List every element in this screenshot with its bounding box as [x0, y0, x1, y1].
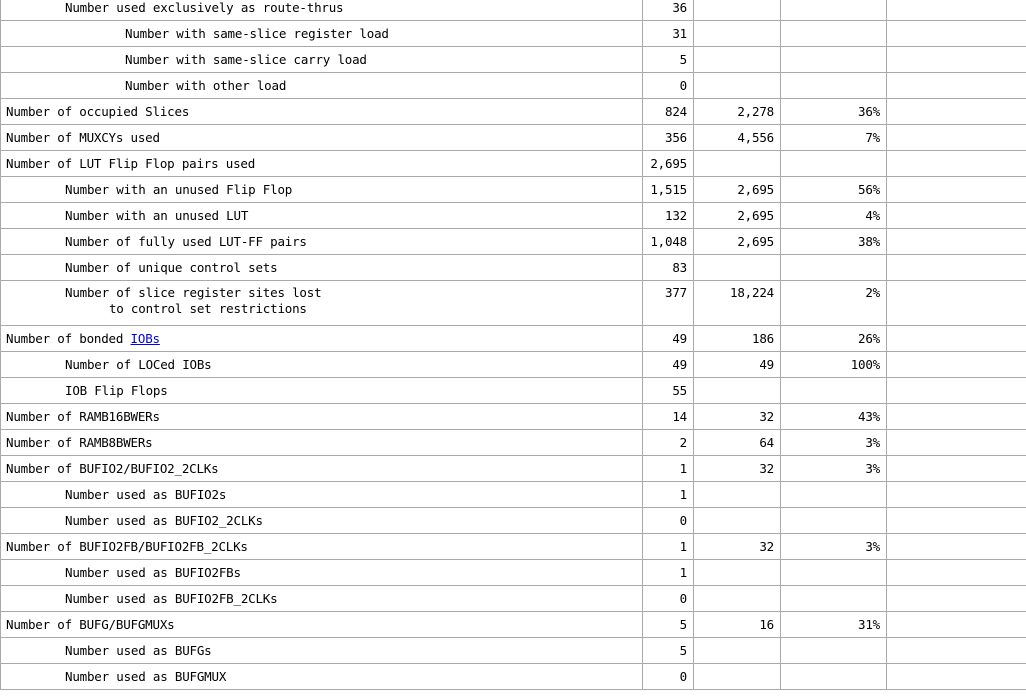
table-row	[1, 0, 1026, 21]
table-row	[1, 534, 1026, 560]
available-cell: 2,695	[694, 229, 781, 255]
resource-name: Number used as BUFIO2FB_2CLKs	[65, 591, 278, 606]
used-cell: 55	[643, 378, 694, 404]
resource-name: Number of BUFIO2FB/BUFIO2FB_2CLKs	[6, 539, 248, 554]
table-row	[1, 638, 1026, 664]
table-row	[1, 508, 1026, 534]
logic-utilization-cell	[1, 456, 643, 482]
table-row	[1, 203, 1026, 229]
available-cell	[694, 255, 781, 281]
table-row	[1, 664, 1026, 690]
logic-utilization-cell	[1, 177, 643, 203]
resource-name: Number of MUXCYs used	[6, 130, 160, 145]
available-cell	[694, 73, 781, 99]
used-cell: 0	[643, 664, 694, 690]
utilization-cell	[781, 21, 887, 47]
available-cell: 2,695	[694, 203, 781, 229]
resource-name: Number of RAMB8BWERs	[6, 435, 153, 450]
utilization-cell: 56%	[781, 177, 887, 203]
table-row	[1, 612, 1026, 638]
note-cell	[887, 21, 1026, 47]
utilization-cell	[781, 73, 887, 99]
used-cell: 14	[643, 404, 694, 430]
available-cell: 2,695	[694, 177, 781, 203]
available-cell	[694, 508, 781, 534]
table-row	[1, 352, 1026, 378]
available-cell	[694, 586, 781, 612]
used-cell: 824	[643, 99, 694, 125]
logic-utilization-cell	[1, 151, 643, 177]
resource-name: Number of BUFIO2/BUFIO2_2CLKs	[6, 461, 219, 476]
available-cell: 4,556	[694, 125, 781, 151]
note-cell	[887, 560, 1026, 586]
logic-utilization-cell	[1, 586, 643, 612]
available-cell: 2,278	[694, 99, 781, 125]
used-cell: 2	[643, 430, 694, 456]
table-row	[1, 21, 1026, 47]
utilization-cell: 7%	[781, 125, 887, 151]
available-cell	[694, 47, 781, 73]
logic-utilization-cell	[1, 229, 643, 255]
utilization-cell: 26%	[781, 326, 887, 352]
table-row	[1, 177, 1026, 203]
available-cell: 18,224	[694, 281, 781, 326]
table-row	[1, 482, 1026, 508]
utilization-cell	[781, 638, 887, 664]
logic-utilization-cell	[1, 352, 643, 378]
table-row	[1, 404, 1026, 430]
utilization-cell	[781, 508, 887, 534]
used-cell: 1,048	[643, 229, 694, 255]
logic-utilization-cell	[1, 326, 643, 352]
resource-name: Number of fully used LUT-FF pairs	[65, 234, 307, 249]
resource-name: Number of BUFG/BUFGMUXs	[6, 617, 175, 632]
used-cell: 0	[643, 508, 694, 534]
utilization-cell: 3%	[781, 534, 887, 560]
logic-utilization-cell	[1, 281, 643, 326]
note-cell	[887, 638, 1026, 664]
used-cell: 0	[643, 586, 694, 612]
note-cell	[887, 378, 1026, 404]
logic-utilization-cell	[1, 404, 643, 430]
resource-name: Number used exclusively as route-thrus	[65, 0, 344, 15]
logic-utilization-cell	[1, 99, 643, 125]
resource-name: Number of LUT Flip Flop pairs used	[6, 156, 256, 171]
resource-name: Number with same-slice register load	[125, 26, 389, 41]
available-cell: 16	[694, 612, 781, 638]
utilization-cell: 2%	[781, 281, 887, 326]
used-cell: 83	[643, 255, 694, 281]
table-row	[1, 430, 1026, 456]
used-cell: 5	[643, 638, 694, 664]
resource-name: Number with an unused LUT	[65, 208, 249, 223]
logic-utilization-cell	[1, 430, 643, 456]
logic-utilization-cell	[1, 482, 643, 508]
utilization-cell	[781, 151, 887, 177]
table-row	[1, 47, 1026, 73]
used-cell: 356	[643, 125, 694, 151]
logic-utilization-cell	[1, 21, 643, 47]
note-cell	[887, 586, 1026, 612]
logic-utilization-cell	[1, 125, 643, 151]
utilization-cell	[781, 0, 887, 21]
table-row	[1, 378, 1026, 404]
table-row	[1, 125, 1026, 151]
available-cell	[694, 482, 781, 508]
available-cell	[694, 151, 781, 177]
note-cell	[887, 612, 1026, 638]
available-cell	[694, 638, 781, 664]
resource-name: Number used as BUFIO2_2CLKs	[65, 513, 263, 528]
logic-utilization-cell	[1, 612, 643, 638]
resource-name: Number of unique control sets	[65, 260, 278, 275]
utilization-cell: 100%	[781, 352, 887, 378]
resource-name: Number of slice register sites lost to control set restrictions	[65, 285, 322, 316]
note-cell	[887, 73, 1026, 99]
note-cell	[887, 508, 1026, 534]
used-cell: 1	[643, 534, 694, 560]
logic-utilization-cell	[1, 203, 643, 229]
utilization-cell	[781, 482, 887, 508]
utilization-cell: 36%	[781, 99, 887, 125]
available-cell: 32	[694, 404, 781, 430]
note-cell	[887, 177, 1026, 203]
used-cell: 1	[643, 482, 694, 508]
available-cell	[694, 0, 781, 21]
available-cell	[694, 560, 781, 586]
table-row	[1, 586, 1026, 612]
note-cell	[887, 125, 1026, 151]
logic-utilization-cell	[1, 560, 643, 586]
resource-name: Number with an unused Flip Flop	[65, 182, 293, 197]
resource-name: Number with same-slice carry load	[125, 52, 367, 67]
note-cell	[887, 430, 1026, 456]
used-cell: 2,695	[643, 151, 694, 177]
resource-name: Number used as BUFGs	[65, 643, 212, 658]
utilization-cell: 43%	[781, 404, 887, 430]
used-cell: 1	[643, 456, 694, 482]
utilization-cell	[781, 255, 887, 281]
used-cell: 5	[643, 47, 694, 73]
note-cell	[887, 534, 1026, 560]
note-cell	[887, 404, 1026, 430]
logic-utilization-cell	[1, 534, 643, 560]
logic-utilization-cell	[1, 47, 643, 73]
logic-utilization-cell	[1, 255, 643, 281]
utilization-cell: 31%	[781, 612, 887, 638]
note-cell	[887, 229, 1026, 255]
note-cell	[887, 203, 1026, 229]
resource-name: Number of RAMB16BWERs	[6, 409, 160, 424]
note-cell	[887, 326, 1026, 352]
note-cell	[887, 99, 1026, 125]
utilization-cell	[781, 664, 887, 690]
used-cell: 1	[643, 560, 694, 586]
table-row	[1, 73, 1026, 99]
used-cell: 1,515	[643, 177, 694, 203]
note-cell	[887, 0, 1026, 21]
note-cell	[887, 151, 1026, 177]
resource-name: Number of occupied Slices	[6, 104, 190, 119]
used-cell: 49	[643, 326, 694, 352]
note-cell	[887, 482, 1026, 508]
available-cell	[694, 664, 781, 690]
table-row	[1, 255, 1026, 281]
note-cell	[887, 47, 1026, 73]
note-cell	[887, 255, 1026, 281]
used-cell: 377	[643, 281, 694, 326]
resource-name: Number used as BUFGMUX	[65, 669, 227, 684]
resource-name: IOB Flip Flops	[65, 383, 168, 398]
available-cell: 64	[694, 430, 781, 456]
logic-utilization-cell	[1, 508, 643, 534]
available-cell: 49	[694, 352, 781, 378]
utilization-rows	[1, 0, 1026, 690]
available-cell: 32	[694, 534, 781, 560]
used-cell: 0	[643, 73, 694, 99]
table-row	[1, 229, 1026, 255]
used-cell: 36	[643, 0, 694, 21]
utilization-cell	[781, 47, 887, 73]
used-cell: 31	[643, 21, 694, 47]
note-cell	[887, 664, 1026, 690]
table-row	[1, 326, 1026, 352]
table-row	[1, 560, 1026, 586]
utilization-cell: 4%	[781, 203, 887, 229]
logic-utilization-cell	[1, 0, 643, 21]
table-row	[1, 456, 1026, 482]
table-row	[1, 99, 1026, 125]
utilization-cell	[781, 378, 887, 404]
logic-utilization-cell	[1, 638, 643, 664]
note-cell	[887, 281, 1026, 326]
utilization-cell	[781, 586, 887, 612]
utilization-cell: 38%	[781, 229, 887, 255]
utilization-cell: 3%	[781, 456, 887, 482]
iobs-link[interactable]: IOBs	[130, 331, 160, 346]
table-row	[1, 281, 1026, 326]
note-cell	[887, 352, 1026, 378]
logic-utilization-cell	[1, 378, 643, 404]
available-cell	[694, 21, 781, 47]
table-row	[1, 151, 1026, 177]
resource-name: Number used as BUFIO2FBs	[65, 565, 241, 580]
logic-utilization-cell	[1, 73, 643, 99]
used-cell: 49	[643, 352, 694, 378]
used-cell: 5	[643, 612, 694, 638]
available-cell	[694, 378, 781, 404]
logic-utilization-cell	[1, 664, 643, 690]
used-cell: 132	[643, 203, 694, 229]
resource-name: Number of LOCed IOBs	[65, 357, 212, 372]
resource-name: Number of bonded	[6, 331, 131, 346]
available-cell: 32	[694, 456, 781, 482]
utilization-cell: 3%	[781, 430, 887, 456]
utilization-cell	[781, 560, 887, 586]
available-cell: 186	[694, 326, 781, 352]
resource-name: Number with other load	[125, 78, 287, 93]
resource-name: Number used as BUFIO2s	[65, 487, 227, 502]
note-cell	[887, 456, 1026, 482]
